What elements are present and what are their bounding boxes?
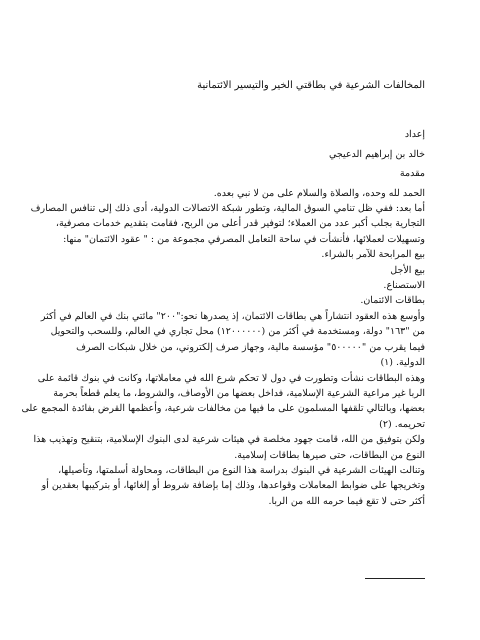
body-line: الاستصناع. [383, 280, 425, 292]
body-line: بيع المرابحة للآمر بالشراء. [321, 249, 425, 261]
body-line: وتسهيلات لعملائها، فأنشأت في ساحة التعامل المصرفي مجموعة من : " عقود الائتمان" منها: [63, 233, 425, 245]
body-line: من "١٦٣" دولة، ومستخدمة في أكثر من (١٢٠٠٠٠٠٠) محل تجاري في العالم، وللسحب والتحويل [50, 326, 425, 338]
prepared-by-label: إعداد [404, 129, 425, 141]
body-line: النوع من البطاقات، حتى صيرها بطاقات إسلامية. [234, 449, 425, 461]
footnote-separator [365, 578, 425, 579]
body-line: الحمد لله وحده، والصلاة والسلام على من لا نبي بعده. [213, 187, 425, 199]
body-line: بيع الأجل [390, 264, 425, 276]
document-body [21, 78, 425, 509]
body-line: التجارية بجلب أكبر عدد من العملاء؛ لتوفير قدر أعلى من الربح، فقامت بتقديم خدمات مصرفية، [55, 218, 425, 230]
body-line: بعضها، وبالتالي تلقفها المسلمون على ما فيها من مخالفات شرعية، وأعظمها القرض بفائدة المجمع على [21, 403, 425, 415]
body-line: بطاقات الائتمان. [360, 295, 425, 307]
body-line: الربا غير مراعية الشرعية الإسلامية، فداخل بعضها من الأوصاف، والشروط، ما يعلم قطعاً بحرمة [53, 387, 425, 399]
body-line: أكثر حتى لا تقع فيما حرمه الله من الربا. [268, 495, 425, 507]
body-line: تحريمه. (٢) [379, 418, 425, 430]
body-line: وهذه البطاقات نشأت وتطورت في دول لا تحكم شرع الله في معاملاتها، وكانت في بنوك قائمة على [37, 372, 425, 384]
document-title: المخالفات الشرعية في بطاقتي الخير والتيسير الائتمانية [197, 80, 425, 91]
body-line: وتخريجها على ضوابط المعاملات وقواعدها، وذلك إما بإضافة شروط أو إلغائها، أو بتركيبها بعقدين أو [41, 480, 425, 492]
body-line: وتنالت الهيئات الشرعية في البنوك بدراسة هذا النوع من البطاقات، ومحاولة أسلمتها، وتأصيلها، [58, 464, 425, 476]
intro-heading: مقدمة [399, 168, 425, 180]
body-line: ولكن بتوفيق من الله، قامت جهود مخلصة في هيئات شرعية لدى البنوك الإسلامية، بتنقيح وتهذيب هذا [33, 434, 425, 446]
body-line: أما بعد: ففي ظل تنامي السوق المالية، وتطور شبكة الاتصالات الدولية، أدى ذلك إلى تنافس المصارف [30, 203, 425, 215]
body-text [21, 186, 425, 510]
body-line: وأوسع هذه العقود انتشاراً هي بطاقات الائتمان، إذ يصدرها نحو:"٢٠٠" مائتي بنك في العالم في أكثر [40, 310, 425, 322]
author-name: خالد بن إبراهيم الدعيجي [328, 148, 425, 160]
body-line: الدولية. (١) [380, 357, 425, 369]
body-line: فيما يقرب من "٥٠٠٠٠٠" مؤسسة مالية، وجهاز صرف إلكتروني، من خلال شبكات الصرف [76, 341, 425, 353]
